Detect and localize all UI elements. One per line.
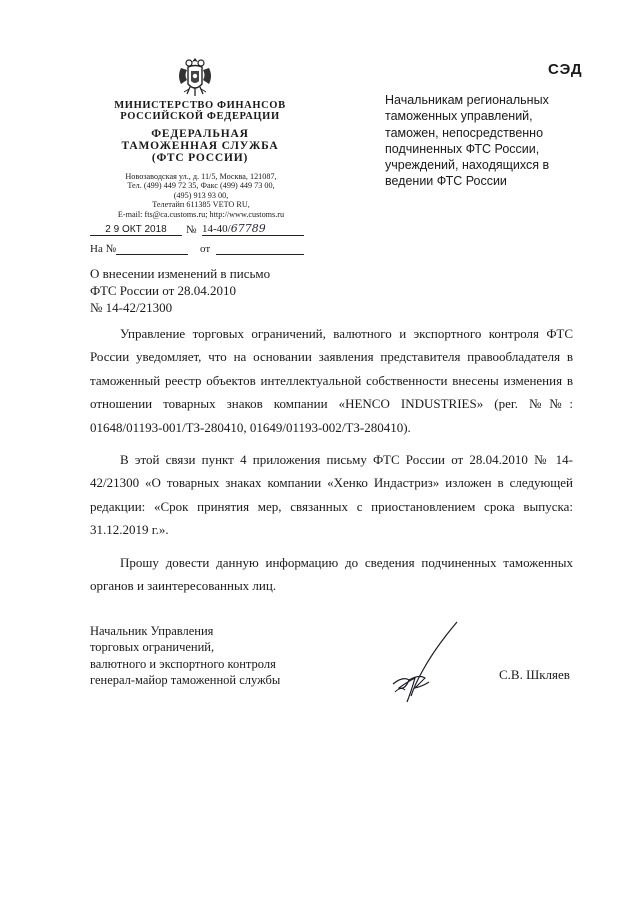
reply-to-number-field <box>116 254 188 255</box>
subject-line: О внесении изменений в письмо <box>90 266 271 281</box>
service-name <box>90 128 310 164</box>
signatory-title-line: Начальник Управления <box>90 624 214 638</box>
service-line: ФЕДЕРАЛЬНАЯ <box>151 128 249 140</box>
ministry-line: РОССИЙСКОЙ ФЕДЕРАЦИИ <box>120 111 280 123</box>
address-line: (495) 913 93 00, <box>173 190 229 200</box>
registration-number <box>202 222 304 236</box>
body-paragraph: В этой связи пункт 4 приложения письму ФТС России от 28.04.2010 № 14-42/21300 «О товарных знаках компании «Хенко Индастриз» изложен в следующей редакции: «Срок принятия мер, связанных с приостановлением срока выпуска: 31.12.2019 г.». <box>90 452 573 538</box>
addressee-line: таможен, непосредственно <box>385 125 544 140</box>
signatory-name: С.В. Шкляев <box>499 667 570 682</box>
body-paragraph: Управление торговых ограничений, валютного и экспортного контроля ФТС России уведомляет, что на основании заявления представителя правообладателя в таможенный реестр объектов интеллектуальной собственности внесены изменения в отношении товарных знаков компании «HENCO INDUSTRIES» (рег. №№: 01648/01193-001/ТЗ-280410, 01649/01193-002/ТЗ-280410). <box>90 326 573 435</box>
addressee-line: учреждений, находящихся в <box>385 158 550 172</box>
registration-date: 2 9 ОКТ 2018 <box>90 224 182 236</box>
document-mark: СЭД <box>548 61 583 78</box>
reply-to-label: На № <box>90 243 117 255</box>
ministry-line: МИНИСТЕРСТВО ФИНАНСОВ <box>114 100 286 111</box>
subject-line: ФТС России от 28.04.2010 <box>90 282 237 298</box>
address-line: Телетайп 611385 VETO RU, <box>152 200 250 210</box>
letter-subject <box>90 266 270 317</box>
service-line: (ФТС РОССИИ) <box>151 152 249 165</box>
signatory-title-line: валютного и экспортного контроля <box>90 656 276 671</box>
addressee <box>385 92 585 190</box>
handwritten-signature <box>385 618 465 706</box>
ministry-name <box>90 100 310 122</box>
signatory-title-line: генерал-майор таможенной службы <box>90 672 281 687</box>
signatory-title-line: торговых ограничений, <box>90 640 215 655</box>
registration-number-label: № <box>186 224 197 236</box>
reply-from-date-field <box>216 254 304 255</box>
service-line: ТАМОЖЕННАЯ СЛУЖБА <box>121 140 279 153</box>
addressee-line: Начальникам региональных <box>385 93 549 107</box>
addressee-line: ведении ФТС России <box>385 174 507 189</box>
registration-number-printed: 14-40/ <box>202 223 231 235</box>
addressee-line: подчиненных ФТС России, <box>385 141 540 156</box>
body-paragraph: Прошу довести данную информацию до сведения подчиненных таможенных органов и заинтересованных лиц. <box>90 554 573 594</box>
russian-coat-of-arms-icon <box>175 54 215 98</box>
letter-body <box>90 322 573 606</box>
address-line: Тел. (499) 449 72 35, Факс (499) 449 73 00, <box>127 181 275 191</box>
sender-address <box>96 172 306 219</box>
reply-from-label: от <box>200 243 211 255</box>
subject-line: № 14-42/21300 <box>90 299 173 315</box>
address-line: Новозаводская ул., д. 11/5, Москва, 121087, <box>125 172 277 181</box>
registration-number-handwritten: 67789 <box>230 222 266 235</box>
address-line: E-mail: fts@ca.customs.ru; http://www.customs.ru <box>117 209 285 219</box>
addressee-line: таможенных управлений, <box>385 109 533 124</box>
signatory-title <box>90 623 280 688</box>
